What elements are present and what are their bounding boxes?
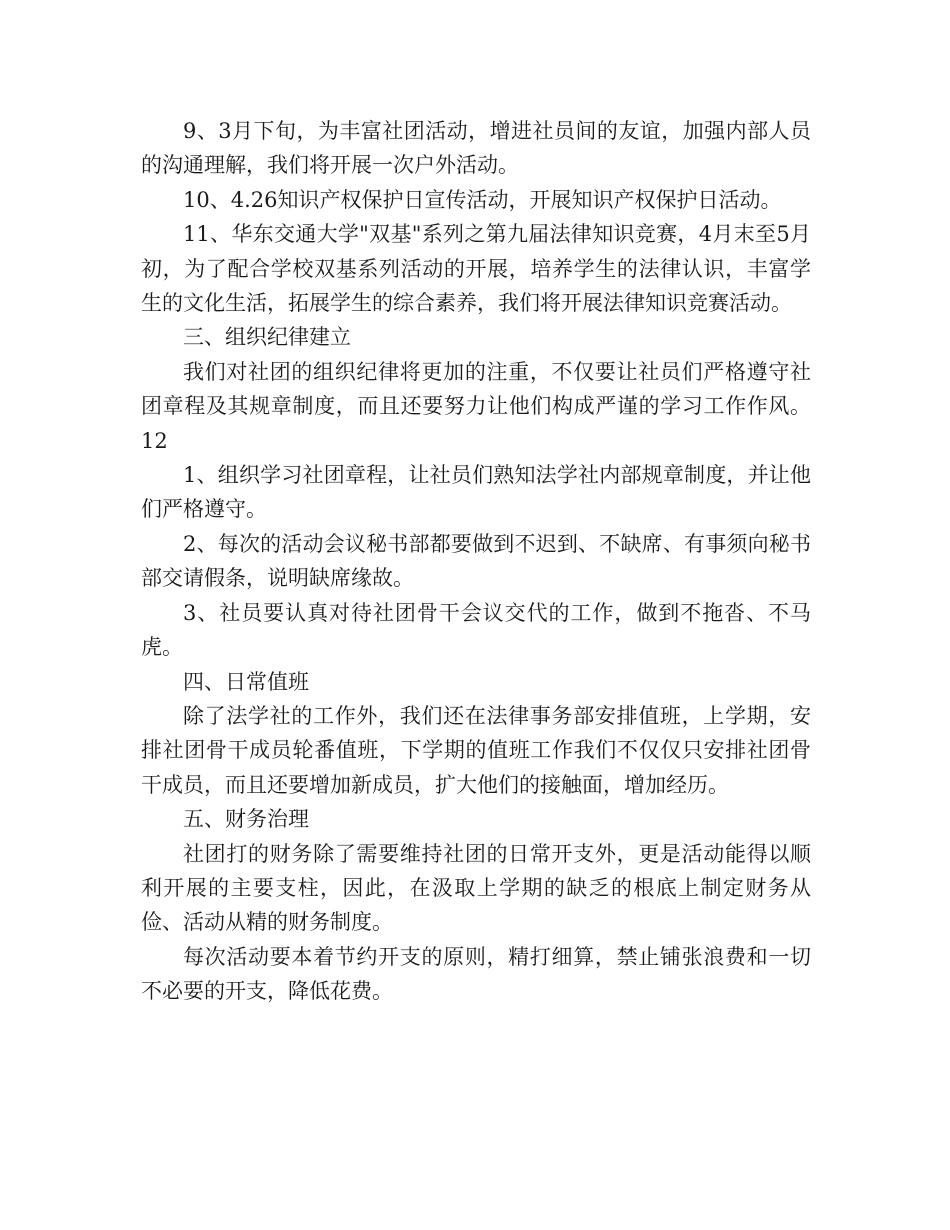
paragraph-discipline-1: 1、组织学习社团章程，让社员们熟知法学社内部规章制度，并让他们严格遵守。 xyxy=(141,463,811,522)
document-page xyxy=(141,114,811,1009)
section-heading-discipline: 三、组织纪律建立 xyxy=(183,325,351,350)
paragraph-duty: 除了法学社的工作外，我们还在法律事务部安排值班，上学期，安排社团骨干成员轮番值班，下学期的值班工作我们不仅仅只安排社团骨干成员，而且还要增加新成员，扩大他们的接触面，增加经历。 xyxy=(141,703,811,797)
paragraph-discipline-intro: 我们对社团的组织纪律将更加的注重，不仅要让社员们严格遵守社团章程及其规章制度，而且还要努力让他们构成严谨的学习工作作风。12 xyxy=(141,359,811,453)
paragraph-discipline-3: 3、社员要认真对待社团骨干会议交代的工作，做到不拖沓、不马虎。 xyxy=(141,600,811,660)
paragraph-finance-1: 社团打的财务除了需要维持社团的日常开支外，更是活动能得以顺利开展的主要支柱，因此，在汲取上学期的缺乏的根底上制定财务从俭、活动从精的财务制度。 xyxy=(141,841,811,935)
paragraph-activity-11: 11、华东交通大学"双基"系列之第九届法律知识竞赛，4月末至5月初，为了配合学校双基系列活动的开展，培养学生的法律认识，丰富学生的文化生活，拓展学生的综合素养，我们将开展法律知识竞赛活动。 xyxy=(141,222,811,316)
paragraph-finance-2: 每次活动要本着节约开支的原则，精打细算，禁止铺张浪费和一切不必要的开支，降低花费。 xyxy=(141,944,811,1004)
section-heading-finance: 五、财务治理 xyxy=(183,807,309,832)
section-heading-duty: 四、日常值班 xyxy=(183,669,309,694)
paragraph-activity-9: 9、3月下旬，为丰富社团活动，增进社员间的友谊，加强内部人员的沟通理解，我们将开展一次户外活动。 xyxy=(141,119,811,178)
paragraph-activity-10: 10、4.26知识产权保护日宣传活动，开展知识产权保护日活动。 xyxy=(183,187,782,212)
paragraph-discipline-2: 2、每次的活动会议秘书部都要做到不迟到、不缺席、有事须向秘书部交请假条，说明缺席缘故。 xyxy=(141,531,811,591)
